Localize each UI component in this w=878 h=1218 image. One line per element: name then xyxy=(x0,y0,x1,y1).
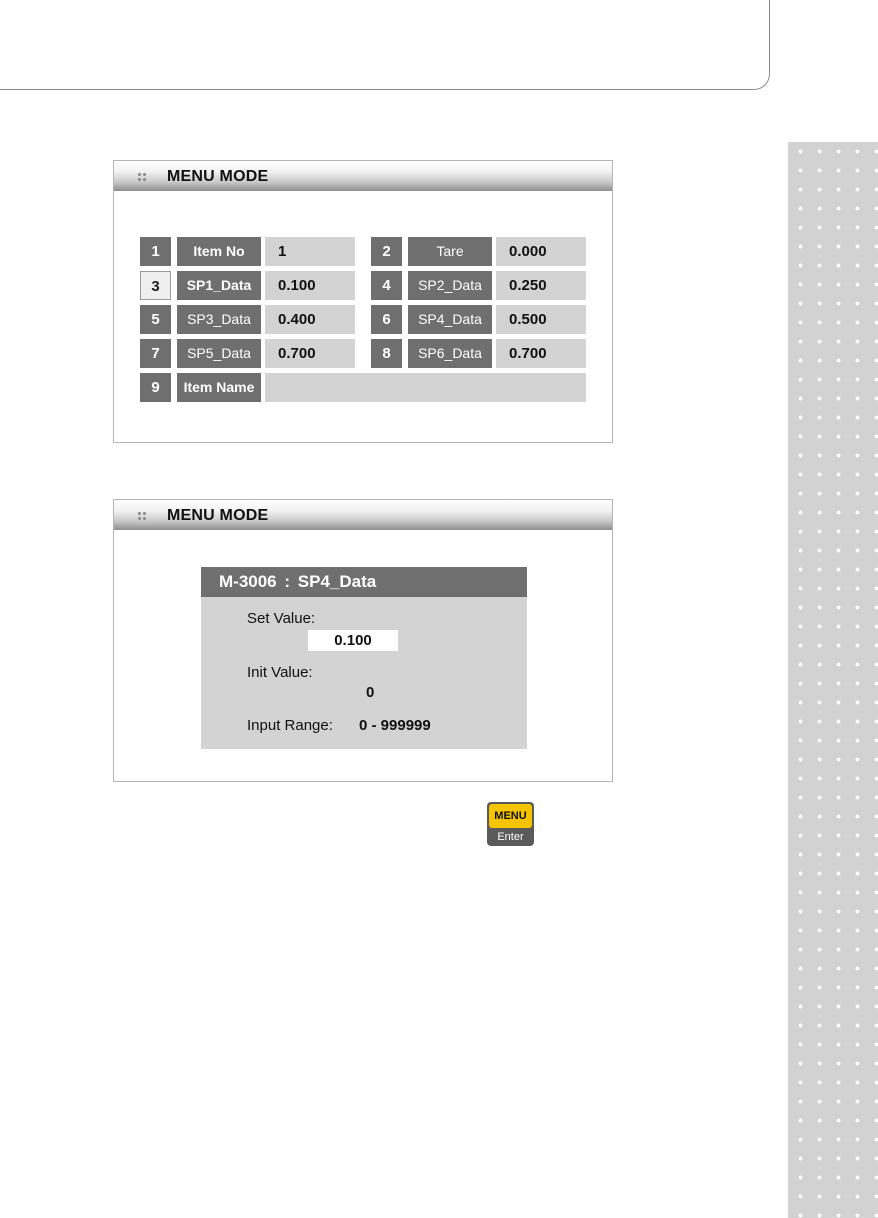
set-value-input[interactable]: 0.100 xyxy=(308,630,398,651)
menu-label-sp5-data[interactable]: SP5_Data xyxy=(177,339,261,368)
menu-number[interactable]: 1 xyxy=(140,237,171,266)
menu-number-selected[interactable]: 3 xyxy=(140,271,171,300)
panel-header xyxy=(114,500,612,530)
input-range-label: Input Range: xyxy=(247,717,333,734)
menu-value-sp6-data: 0.700 xyxy=(496,339,586,368)
menu-label-sp6-data[interactable]: SP6_Data xyxy=(408,339,492,368)
menu-label-sp2-data[interactable]: SP2_Data xyxy=(408,271,492,300)
dialog-header xyxy=(201,567,527,597)
menu-key-label: MENU xyxy=(489,804,532,828)
menu-number[interactable]: 8 xyxy=(371,339,402,368)
panel-header xyxy=(114,161,612,191)
grip-dots-icon xyxy=(137,172,147,182)
menu-number[interactable]: 9 xyxy=(140,373,171,402)
input-range-value: 0 - 999999 xyxy=(359,717,431,734)
menu-enter-key[interactable] xyxy=(487,802,534,846)
side-dot-strip xyxy=(788,142,878,1218)
menu-value-sp5-data: 0.700 xyxy=(265,339,355,368)
menu-label-tare[interactable]: Tare xyxy=(408,237,492,266)
menu-mode-panel-list xyxy=(113,160,613,443)
menu-number[interactable]: 6 xyxy=(371,305,402,334)
page-top-rule xyxy=(0,0,770,90)
menu-number[interactable]: 2 xyxy=(371,237,402,266)
menu-value-sp4-data: 0.500 xyxy=(496,305,586,334)
dialog-name: SP4_Data xyxy=(297,572,377,591)
menu-value-tare: 0.000 xyxy=(496,237,586,266)
menu-label-item-name[interactable]: Item Name xyxy=(177,373,261,402)
menu-label-sp4-data[interactable]: SP4_Data xyxy=(408,305,492,334)
menu-value-item-no: 1 xyxy=(265,237,355,266)
init-value: 0 xyxy=(366,684,375,701)
dialog-code: M-3006 xyxy=(219,572,277,591)
panel-title: MENU MODE xyxy=(167,168,269,185)
menu-number[interactable]: 4 xyxy=(371,271,402,300)
set-value-label: Set Value: xyxy=(247,610,316,627)
init-value-label: Init Value: xyxy=(247,664,313,681)
menu-mode-panel-edit xyxy=(113,499,613,782)
edit-dialog xyxy=(201,567,527,749)
menu-value-sp1-data: 0.100 xyxy=(265,271,355,300)
menu-label-sp1-data[interactable]: SP1_Data xyxy=(177,271,261,300)
dialog-separator: : xyxy=(284,572,291,591)
menu-number[interactable]: 5 xyxy=(140,305,171,334)
menu-value-item-name xyxy=(265,373,586,402)
menu-value-sp2-data: 0.250 xyxy=(496,271,586,300)
menu-number[interactable]: 7 xyxy=(140,339,171,368)
panel-title: MENU MODE xyxy=(167,507,269,524)
menu-label-sp3-data[interactable]: SP3_Data xyxy=(177,305,261,334)
menu-value-sp3-data: 0.400 xyxy=(265,305,355,334)
menu-label-item-no[interactable]: Item No xyxy=(177,237,261,266)
enter-key-label: Enter xyxy=(497,831,524,843)
grip-dots-icon xyxy=(137,511,147,521)
